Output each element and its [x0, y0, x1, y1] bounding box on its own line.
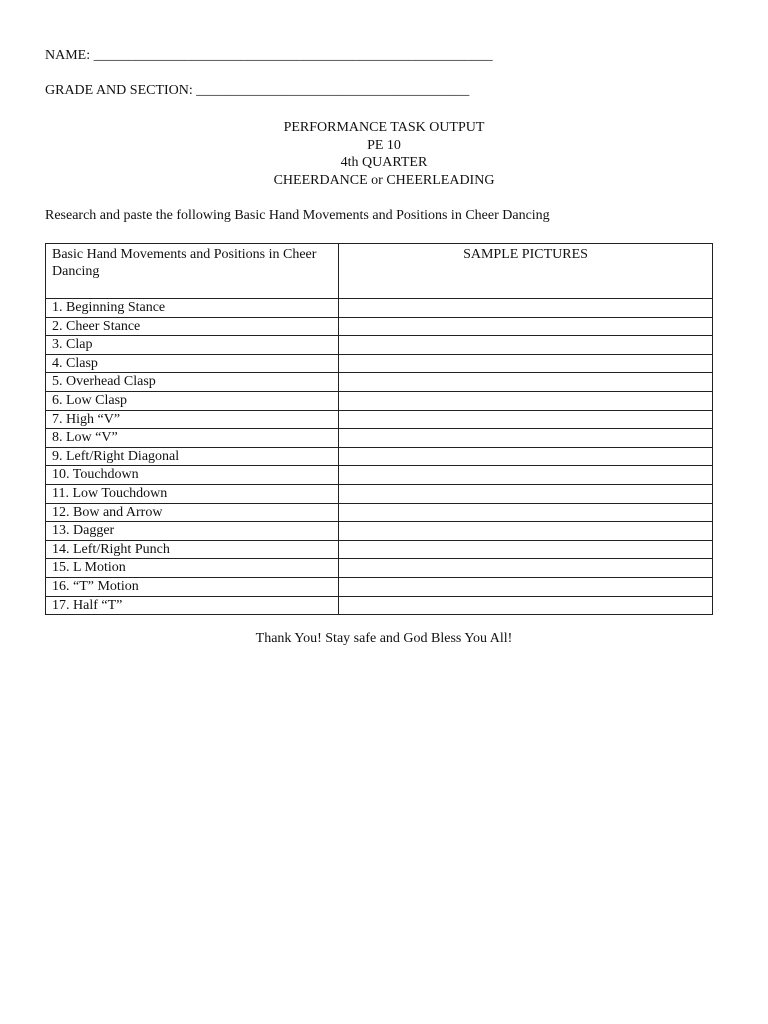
movement-name-cell: 17. Half “T” [46, 596, 339, 615]
sample-picture-cell [339, 447, 713, 466]
hand-movements-table [45, 243, 713, 615]
movement-name-cell: 12. Bow and Arrow [46, 503, 339, 522]
table-row [46, 391, 713, 410]
table-row [46, 522, 713, 541]
sample-picture-cell [339, 354, 713, 373]
movement-name-cell: 6. Low Clasp [46, 391, 339, 410]
table-row [46, 484, 713, 503]
table-header-row [46, 244, 713, 299]
table-row [46, 447, 713, 466]
instruction-text: Research and paste the following Basic Hand Movements and Positions in Cheer Dancing [45, 208, 550, 223]
table-row [46, 503, 713, 522]
title-line-3: 4th QUARTER [340, 155, 428, 170]
table-row [46, 373, 713, 392]
sample-picture-cell [339, 484, 713, 503]
movement-name-cell: 4. Clasp [46, 354, 339, 373]
movement-name-cell: 11. Low Touchdown [46, 484, 339, 503]
sample-picture-cell [339, 596, 713, 615]
table-row [46, 429, 713, 448]
sample-picture-cell [339, 522, 713, 541]
title-line-4: CHEERDANCE or CHEERLEADING [273, 172, 495, 188]
table-row [46, 577, 713, 596]
movement-name-cell: 15. L Motion [46, 559, 339, 578]
sample-picture-cell [339, 540, 713, 559]
sample-picture-cell [339, 391, 713, 410]
movement-name-cell: 1. Beginning Stance [46, 299, 339, 318]
movement-name-cell: 14. Left/Right Punch [46, 540, 339, 559]
movement-name-cell: 2. Cheer Stance [46, 317, 339, 336]
movement-name-cell: 5. Overhead Clasp [46, 373, 339, 392]
sample-picture-cell [339, 317, 713, 336]
closing-message: Thank You! Stay safe and God Bless You All! [255, 631, 513, 646]
name-field-line: NAME: _________________________________________________________ [45, 48, 493, 63]
movement-name-cell: 9. Left/Right Diagonal [46, 447, 339, 466]
sample-picture-cell [339, 429, 713, 448]
sample-picture-cell [339, 559, 713, 578]
title-line-1: PERFORMANCE TASK OUTPUT [283, 120, 485, 135]
column-header-sample-pictures: SAMPLE PICTURES [339, 244, 713, 299]
movement-name-cell: 16. “T” Motion [46, 577, 339, 596]
movement-name-cell: 10. Touchdown [46, 466, 339, 485]
sample-picture-cell [339, 503, 713, 522]
movement-name-cell: 3. Clap [46, 336, 339, 355]
movement-name-cell: 7. High “V” [46, 410, 339, 429]
table-row [46, 466, 713, 485]
table-row [46, 559, 713, 578]
table-row [46, 336, 713, 355]
table-row [46, 299, 713, 318]
table-row [46, 354, 713, 373]
title-line-2: PE 10 [367, 137, 401, 153]
table-row [46, 540, 713, 559]
grade-section-field-line: GRADE AND SECTION: _______________________________________ [45, 83, 470, 98]
table-row [46, 596, 713, 615]
movement-name-cell: 8. Low “V” [46, 429, 339, 448]
title-block [0, 119, 768, 189]
sample-picture-cell [339, 466, 713, 485]
table-row [46, 410, 713, 429]
column-header-movements: Basic Hand Movements and Positions in Cheer Dancing [46, 244, 339, 299]
sample-picture-cell [339, 577, 713, 596]
movement-name-cell: 13. Dagger [46, 522, 339, 541]
sample-picture-cell [339, 336, 713, 355]
table-row [46, 317, 713, 336]
sample-picture-cell [339, 299, 713, 318]
sample-picture-cell [339, 373, 713, 392]
sample-picture-cell [339, 410, 713, 429]
